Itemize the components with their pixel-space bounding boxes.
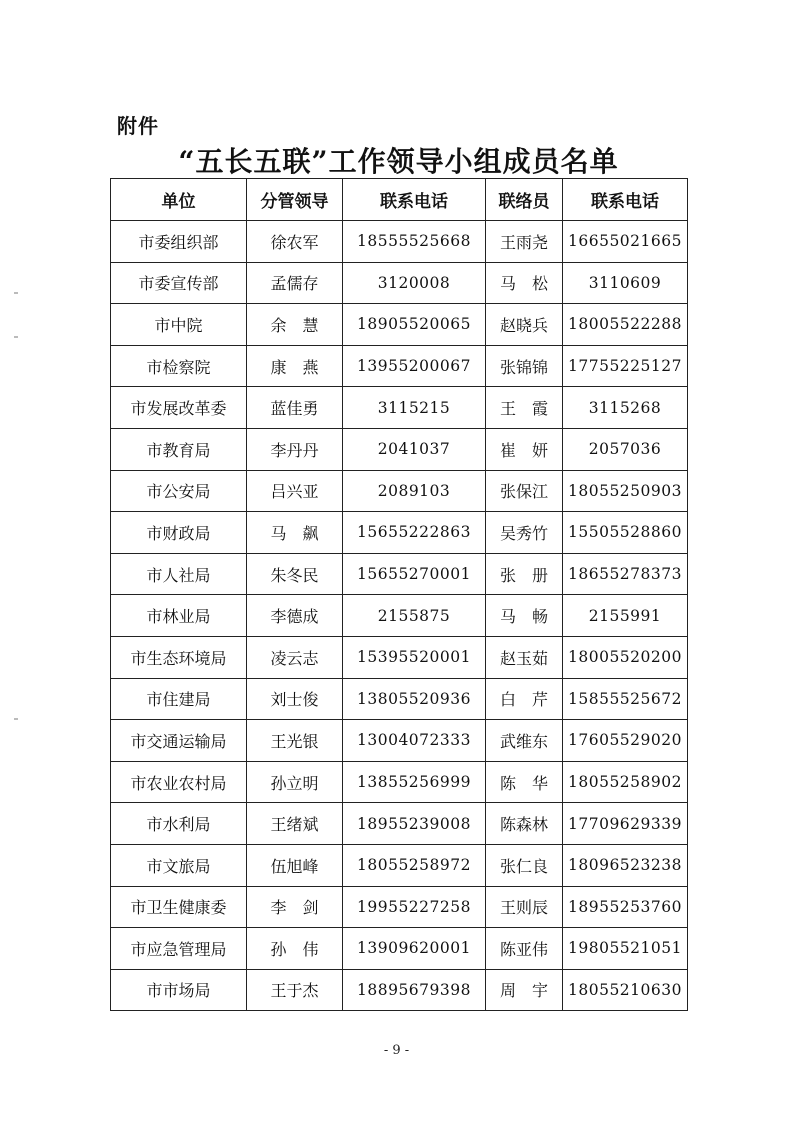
table-row (111, 761, 688, 803)
cell-leader-phone: 13004072333 (343, 720, 486, 762)
cell-unit: 市委组织部 (111, 221, 247, 263)
cell-liaison: 赵玉茹 (486, 636, 563, 678)
cell-liaison-phone: 18005520200 (563, 636, 688, 678)
cell-liaison: 张锦锦 (486, 345, 563, 387)
cell-leader: 李 剑 (247, 886, 343, 928)
cell-liaison: 崔 妍 (486, 428, 563, 470)
table-row (111, 221, 688, 263)
header-unit: 单位 (111, 179, 247, 221)
cell-unit: 市市场局 (111, 969, 247, 1011)
header-liaison: 联络员 (486, 179, 563, 221)
cell-leader: 余 慧 (247, 304, 343, 346)
cell-leader-phone: 18895679398 (343, 969, 486, 1011)
table-row (111, 512, 688, 554)
cell-liaison: 武维东 (486, 720, 563, 762)
cell-liaison: 张保江 (486, 470, 563, 512)
cell-leader: 康 燕 (247, 345, 343, 387)
cell-leader: 凌云志 (247, 636, 343, 678)
cell-leader-phone: 18555525668 (343, 221, 486, 263)
cell-unit: 市住建局 (111, 678, 247, 720)
cell-liaison: 张仁良 (486, 844, 563, 886)
cell-leader: 吕兴亚 (247, 470, 343, 512)
cell-leader-phone: 3120008 (343, 262, 486, 304)
cell-unit: 市农业农村局 (111, 761, 247, 803)
table-row (111, 553, 688, 595)
cell-leader-phone: 13955200067 (343, 345, 486, 387)
cell-leader-phone: 3115215 (343, 387, 486, 429)
cell-liaison-phone: 17755225127 (563, 345, 688, 387)
cell-leader-phone: 2041037 (343, 428, 486, 470)
cell-leader: 徐农军 (247, 221, 343, 263)
cell-leader: 王绪斌 (247, 803, 343, 845)
table-row (111, 969, 688, 1011)
scan-mark (14, 336, 18, 338)
cell-liaison: 王则辰 (486, 886, 563, 928)
cell-unit: 市应急管理局 (111, 928, 247, 970)
cell-liaison-phone: 18055250903 (563, 470, 688, 512)
cell-liaison: 陈森林 (486, 803, 563, 845)
cell-liaison-phone: 16655021665 (563, 221, 688, 263)
table-row (111, 345, 688, 387)
cell-leader: 马 飙 (247, 512, 343, 554)
cell-leader: 李德成 (247, 595, 343, 637)
cell-liaison-phone: 2155991 (563, 595, 688, 637)
attachment-label: 附件 (117, 114, 159, 138)
cell-unit: 市生态环境局 (111, 636, 247, 678)
cell-leader: 孙立明 (247, 761, 343, 803)
cell-leader-phone: 15395520001 (343, 636, 486, 678)
cell-liaison: 周 宇 (486, 969, 563, 1011)
table-header-row (111, 179, 688, 221)
cell-liaison-phone: 18096523238 (563, 844, 688, 886)
cell-unit: 市教育局 (111, 428, 247, 470)
cell-leader-phone: 18905520065 (343, 304, 486, 346)
cell-liaison: 王 霞 (486, 387, 563, 429)
table-row (111, 304, 688, 346)
cell-leader: 孟儒存 (247, 262, 343, 304)
cell-liaison-phone: 3110609 (563, 262, 688, 304)
cell-leader-phone: 13909620001 (343, 928, 486, 970)
cell-liaison: 白 芹 (486, 678, 563, 720)
table-row (111, 262, 688, 304)
scan-mark (14, 718, 18, 720)
cell-unit: 市发展改革委 (111, 387, 247, 429)
cell-leader: 王光银 (247, 720, 343, 762)
table-row (111, 470, 688, 512)
cell-unit: 市检察院 (111, 345, 247, 387)
cell-leader: 孙 伟 (247, 928, 343, 970)
cell-liaison-phone: 15505528860 (563, 512, 688, 554)
cell-liaison-phone: 2057036 (563, 428, 688, 470)
cell-unit: 市委宣传部 (111, 262, 247, 304)
table-row (111, 678, 688, 720)
cell-leader-phone: 18955239008 (343, 803, 486, 845)
scan-mark (14, 292, 18, 294)
header-leader: 分管领导 (247, 179, 343, 221)
cell-liaison-phone: 3115268 (563, 387, 688, 429)
cell-liaison-phone: 15855525672 (563, 678, 688, 720)
cell-leader-phone: 2155875 (343, 595, 486, 637)
cell-leader: 王于杰 (247, 969, 343, 1011)
cell-liaison-phone: 17709629339 (563, 803, 688, 845)
cell-liaison: 陈亚伟 (486, 928, 563, 970)
table-row (111, 428, 688, 470)
header-leader-phone: 联系电话 (343, 179, 486, 221)
page-number: - 9 - (383, 1043, 410, 1058)
cell-leader-phone: 18055258972 (343, 844, 486, 886)
cell-liaison: 赵晓兵 (486, 304, 563, 346)
cell-leader: 刘士俊 (247, 678, 343, 720)
cell-leader-phone: 19955227258 (343, 886, 486, 928)
cell-leader: 蓝佳勇 (247, 387, 343, 429)
cell-liaison-phone: 17605529020 (563, 720, 688, 762)
cell-unit: 市财政局 (111, 512, 247, 554)
cell-unit: 市公安局 (111, 470, 247, 512)
table-row (111, 636, 688, 678)
cell-liaison: 马 松 (486, 262, 563, 304)
table-row (111, 886, 688, 928)
cell-unit: 市林业局 (111, 595, 247, 637)
table-row (111, 387, 688, 429)
cell-unit: 市卫生健康委 (111, 886, 247, 928)
document-title: “五长五联”工作领导小组成员名单 (178, 145, 619, 178)
cell-liaison-phone: 18955253760 (563, 886, 688, 928)
cell-liaison-phone: 18055258902 (563, 761, 688, 803)
member-table (110, 178, 688, 1011)
cell-leader: 伍旭峰 (247, 844, 343, 886)
cell-leader: 李丹丹 (247, 428, 343, 470)
cell-liaison: 王雨尧 (486, 221, 563, 263)
cell-liaison-phone: 19805521051 (563, 928, 688, 970)
cell-leader-phone: 15655270001 (343, 553, 486, 595)
cell-leader-phone: 13805520936 (343, 678, 486, 720)
table-row (111, 720, 688, 762)
cell-leader: 朱冬民 (247, 553, 343, 595)
cell-unit: 市人社局 (111, 553, 247, 595)
cell-unit: 市文旅局 (111, 844, 247, 886)
cell-liaison-phone: 18655278373 (563, 553, 688, 595)
cell-liaison: 张 册 (486, 553, 563, 595)
cell-unit: 市交通运输局 (111, 720, 247, 762)
table-row (111, 595, 688, 637)
header-liaison-phone: 联系电话 (563, 179, 688, 221)
table-row (111, 803, 688, 845)
cell-unit: 市水利局 (111, 803, 247, 845)
table-row (111, 844, 688, 886)
cell-liaison: 吴秀竹 (486, 512, 563, 554)
table-row (111, 928, 688, 970)
cell-leader-phone: 13855256999 (343, 761, 486, 803)
cell-liaison: 马 畅 (486, 595, 563, 637)
cell-leader-phone: 2089103 (343, 470, 486, 512)
cell-unit: 市中院 (111, 304, 247, 346)
cell-leader-phone: 15655222863 (343, 512, 486, 554)
cell-liaison-phone: 18055210630 (563, 969, 688, 1011)
cell-liaison: 陈 华 (486, 761, 563, 803)
cell-liaison-phone: 18005522288 (563, 304, 688, 346)
